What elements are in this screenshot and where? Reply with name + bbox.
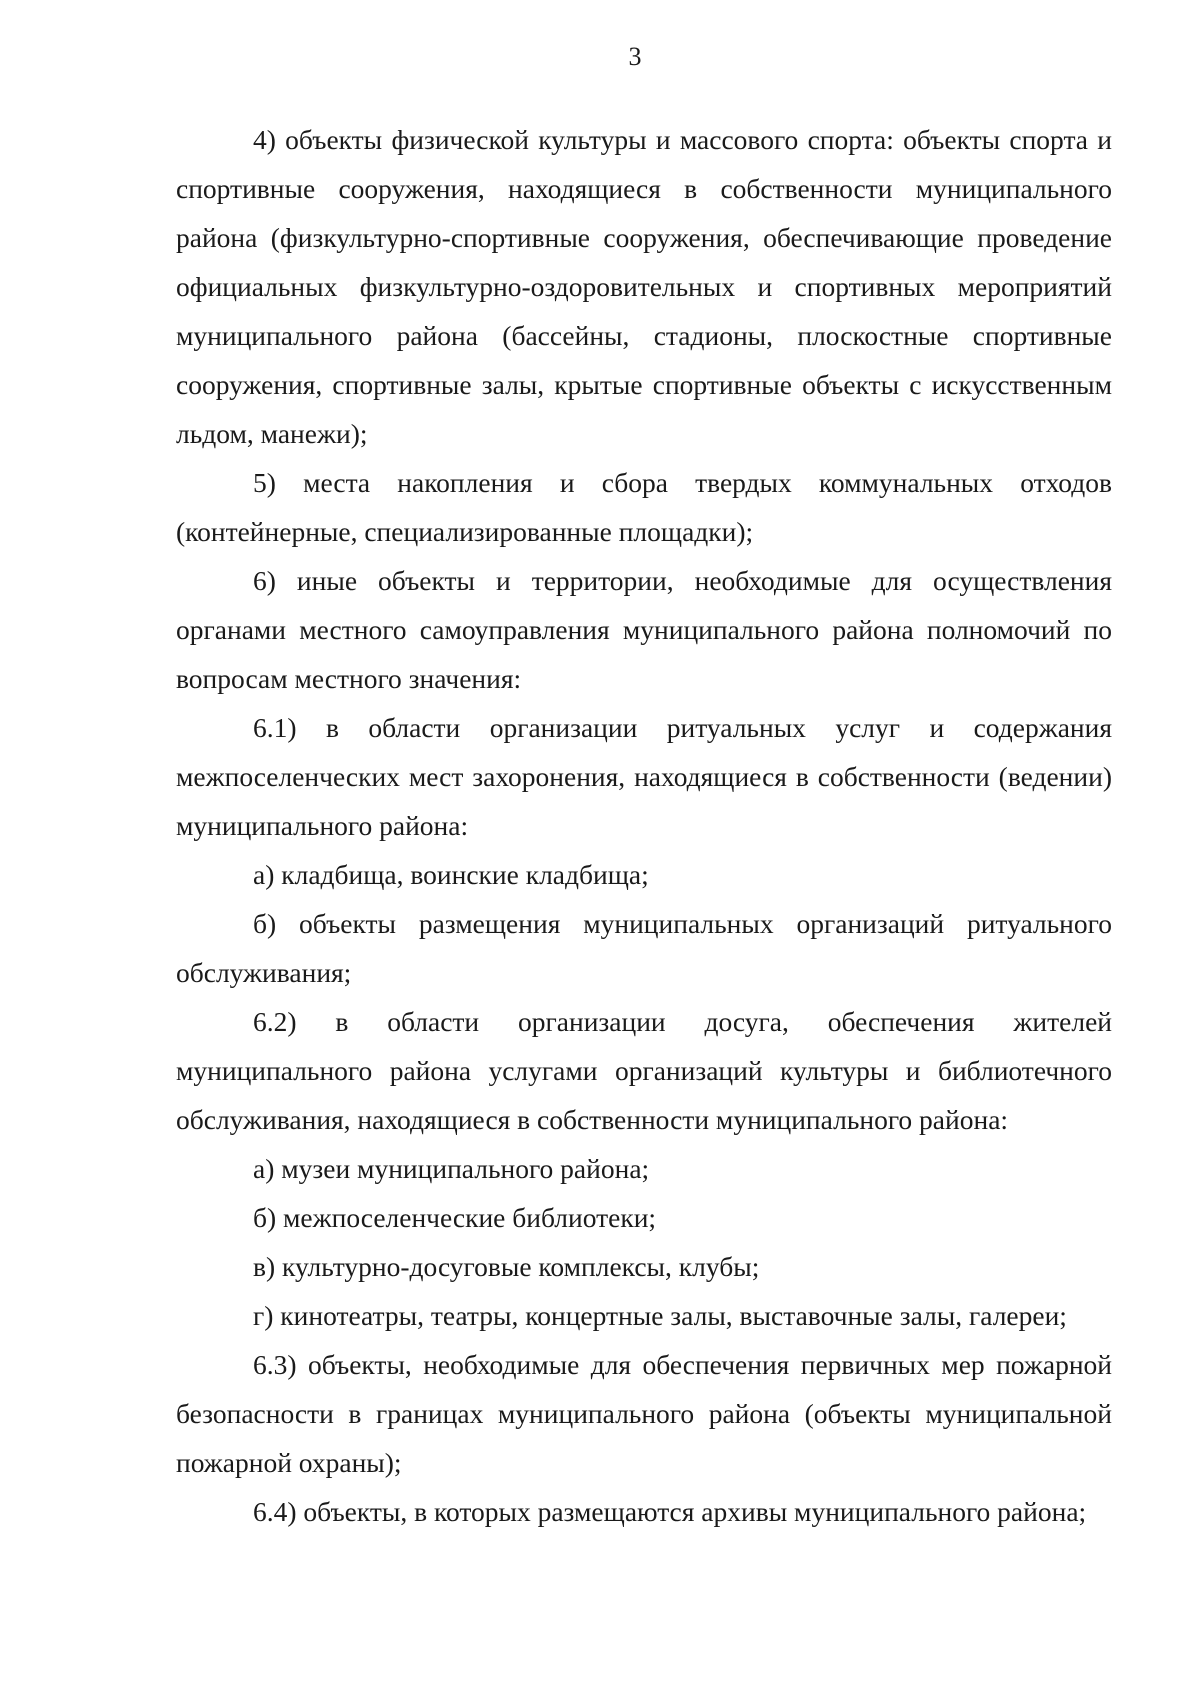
paragraph-museums: а) музеи муниципального района; [253,1153,650,1184]
paragraph-theaters: г) кинотеатры, театры, концертные залы, выставочные залы, галереи; [253,1300,1067,1331]
paragraph-archives: 6.4) объекты, в которых размещаются архивы муниципального района; [253,1496,1087,1527]
paragraph-sports-facilities: 4) объекты физической культуры и массового спорта: объекты спорта и спортивные сооружения, находящиеся в собственности муниципального района (физкультурно-спортивные сооружения, обеспечивающие проведение официальных физкультурно-оздоровительных и спортивных мероприятий муниципального района (бассейны, стадионы, плоскостные спортивные сооружения, спортивные залы, крытые спортивные объекты с искусственным льдом, манежи); [176,124,1112,449]
paragraph-clubs: в) культурно-досуговые комплексы, клубы; [253,1251,760,1282]
paragraph-ritual-services: 6.1) в области организации ритуальных услуг и содержания межпоселенческих мест захоронения, находящиеся в собственности (ведении) муниципального района: [176,712,1112,841]
paragraph-fire-safety: 6.3) объекты, необходимые для обеспечения первичных мер пожарной безопасности в границах муниципального района (объекты муниципальной пожарной охраны); [176,1349,1112,1478]
paragraph-leisure-culture: 6.2) в области организации досуга, обеспечения жителей муниципального района услугами организаций культуры и библиотечного обслуживания, находящиеся в собственности муниципального района: [176,1006,1112,1135]
document-body [176,115,1112,1536]
paragraph-waste-sites: 5) места накопления и сбора твердых коммунальных отходов (контейнерные, специализированные площадки); [176,467,1112,547]
paragraph-libraries: б) межпоселенческие библиотеки; [253,1202,657,1233]
page-number: 3 [628,42,642,71]
paragraph-ritual-organizations: б) объекты размещения муниципальных организаций ритуального обслуживания; [176,908,1112,988]
paragraph-other-objects: 6) иные объекты и территории, необходимые для осуществления органами местного самоуправления муниципального района полномочий по вопросам местного значения: [176,565,1112,694]
paragraph-cemeteries: а) кладбища, воинские кладбища; [253,859,649,890]
